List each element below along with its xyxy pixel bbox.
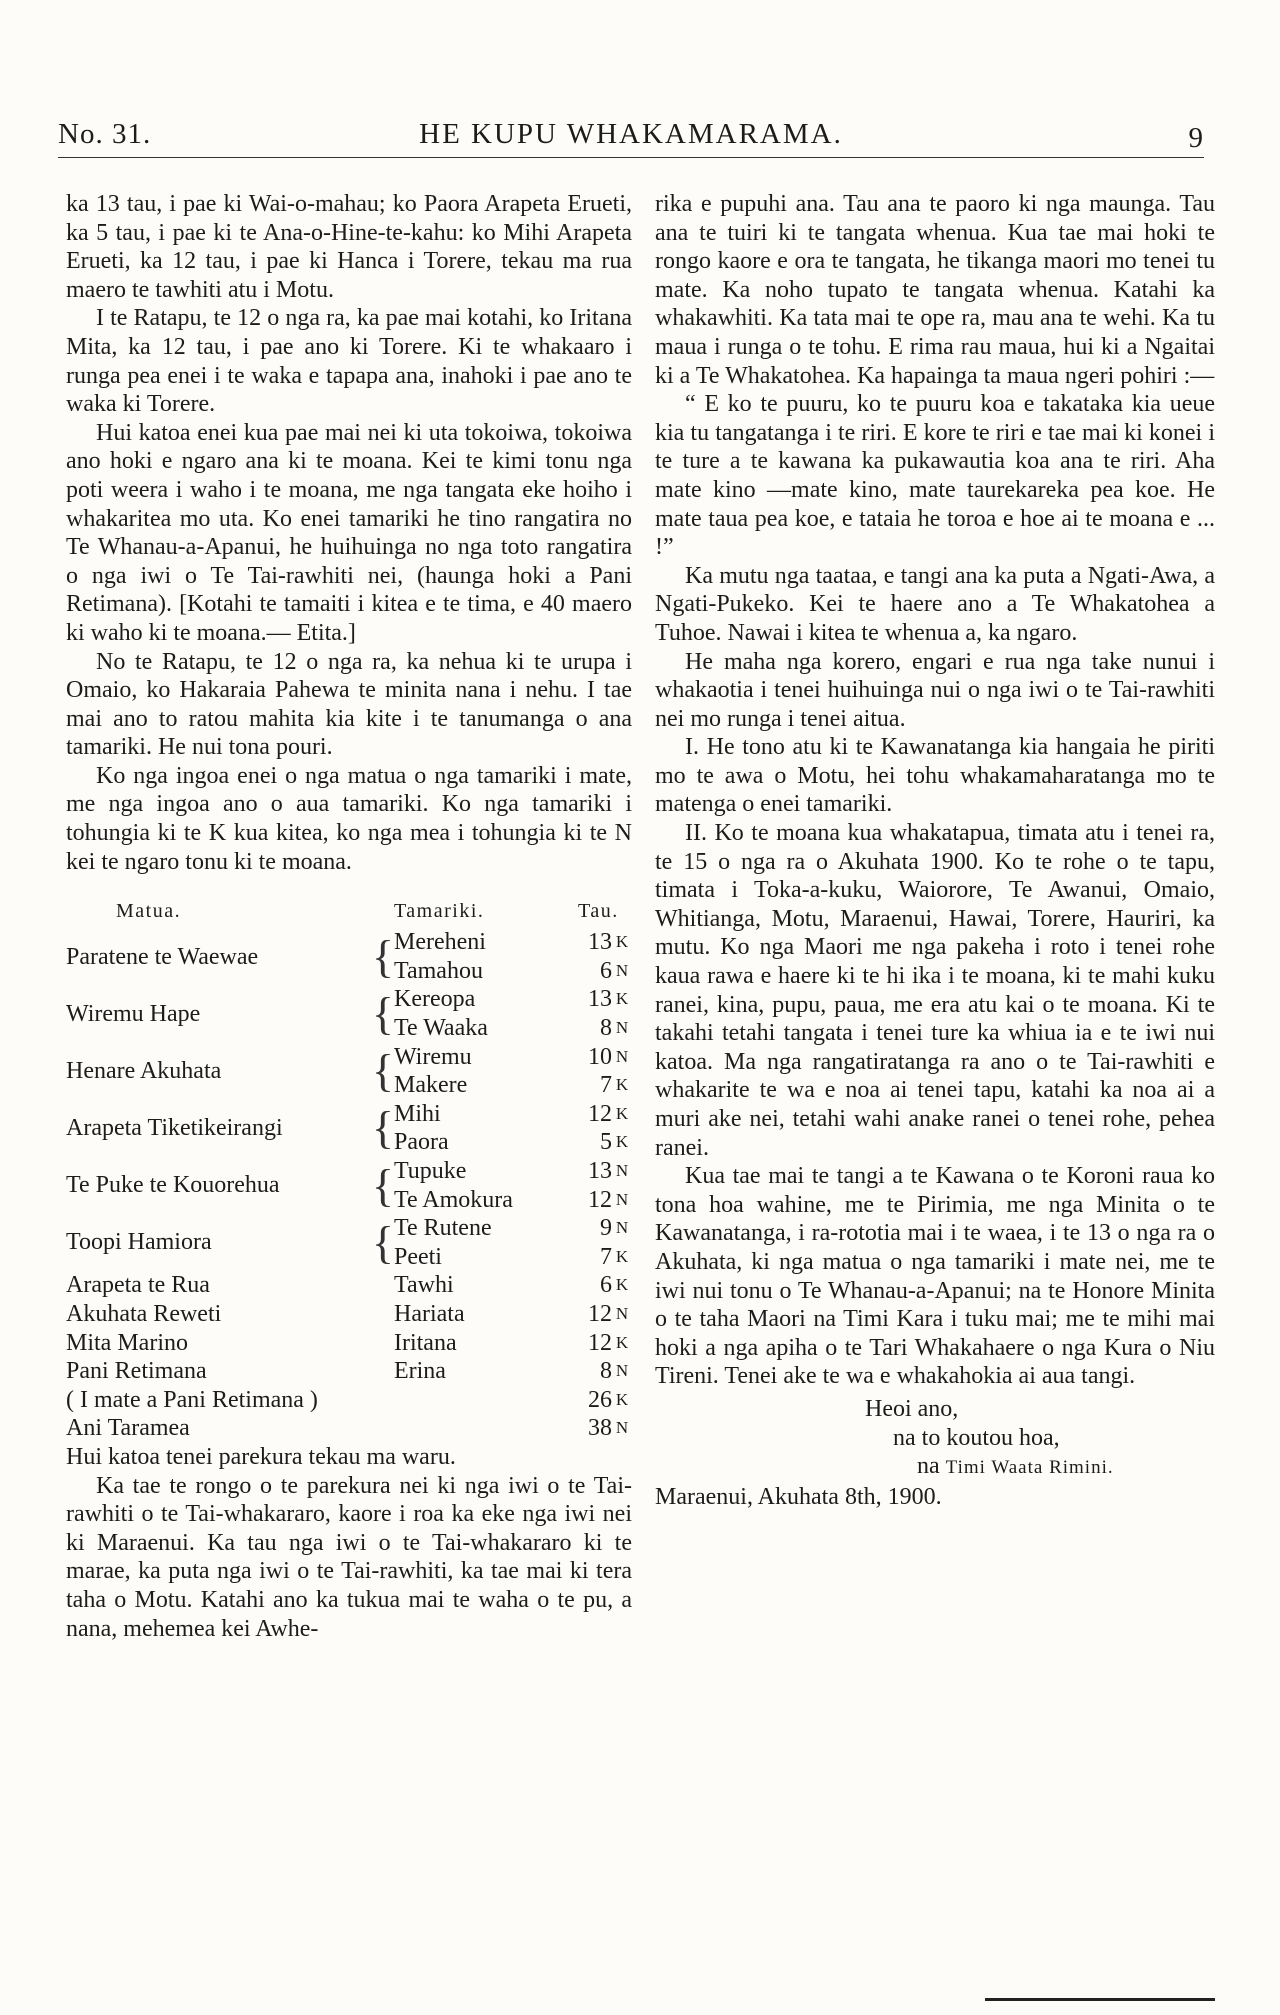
signature-prefix: na [917, 1453, 946, 1480]
status-flag: N [615, 1189, 629, 1209]
child-name: Tawhi [393, 1272, 454, 1299]
parent-name: Arapeta te Rua [66, 1272, 210, 1299]
paragraph: I. He tono atu ki te Kawanatanga kia hangaia he piriti mo te awa o Motu, hei tohu whakamaharatanga mo te matenga o enei tamariki. [655, 734, 1215, 818]
table-row [66, 1214, 632, 1243]
parent-name: Pani Retimana [66, 1358, 207, 1385]
child-age: 7 [600, 1072, 612, 1099]
brace: { [371, 1216, 394, 1268]
child-name: Te Waaka [393, 1015, 488, 1042]
header-matua: Matua. [116, 899, 182, 922]
child-name: Paora [393, 1129, 449, 1156]
place-date: Maraenui, Akuhata 8th, 1900. [655, 1483, 942, 1510]
table-row [66, 928, 632, 957]
child-age: 12 [588, 1100, 612, 1127]
status-flag: N [615, 1046, 629, 1066]
table-row [66, 1386, 632, 1415]
brace: { [371, 1102, 394, 1154]
child-name: Te Rutene [393, 1215, 492, 1242]
status-flag: K [615, 1389, 629, 1409]
paragraph: No te Ratapu, te 12 o nga ra, ka nehua ki te urupa i Omaio, ko Hakaraia Pahewa te minita nana i nehu. I tae mai ano to ratou mahita kia kite i te tanumanga o ana tamariki. He nui tona pouri. [66, 648, 632, 761]
issue-number: No. 31. [58, 118, 152, 150]
paragraph: Ka tae te rongo o te parekura nei ki nga iwi o te Tai-rawhiti o te Tai-whakararo, kaore i roa ka eke nga iwi nei ki Maraenui. Ka tau nga iwi o te Tai-whakararo ki te marae, ka puta nga iwi o te Tai-rawhiti, ka tae mai ki tera taha o Motu. Katahi ano ka tukua mai te waha o te pu, a nana, mehemea kei Awhe- [66, 1472, 632, 1642]
status-flag: N [615, 1303, 629, 1323]
child-name: Wiremu [393, 1043, 472, 1070]
brace-spacer [372, 1357, 394, 1386]
child-name: Iritana [393, 1329, 457, 1356]
child-age: 12 [588, 1300, 612, 1327]
page-header [58, 118, 1204, 154]
child-age: 8 [600, 1015, 612, 1042]
child-age: 8 [600, 1358, 612, 1385]
table-row [66, 985, 632, 1014]
brace: { [371, 930, 394, 982]
paragraph: II. Ko te moana kua whakatapua, timata atu i tenei ra, te 15 o nga ra o Akuhata 1900. Ko te rohe o te tapu, timata i Toka-a-kuku, Waiorore, Te Awanui, Omaio, Whitianga, Motu, Maraenui, Hawai, Torere, Hauriri, ka mutu. Ko nga Maori me nga pakeha i roto i tenei rohe kaua rawa e haere ki te hi ika i te moana, ki te mahi kuku ranei, kina, pupu, paua, me era atu kai o te moana. Ki te takahi tetahi tangata i tenei ture ka whiua ia e te iwi nui katoa. Ma nga rangatiratanga ra ano o te Tai-rawhiti e whakarite te wa e noa ai tenei tapu, katahi ka noa ai a muri ake nei, tetahi wahi anake ranei o tenei rohe, pehea ranei. [655, 820, 1215, 1161]
table-row [66, 1157, 632, 1186]
header-rule [58, 157, 1204, 158]
brace-spacer [372, 1300, 394, 1329]
child-name: Peeti [393, 1243, 442, 1270]
child-age: 10 [588, 1043, 612, 1070]
child-age: 13 [588, 1158, 612, 1184]
status-flag: N [615, 1161, 629, 1180]
status-flag: K [615, 1246, 629, 1266]
parent-name: Arapeta Tiketikeirangi [66, 1115, 283, 1142]
child-name: Te Amokura [393, 1186, 513, 1213]
child-age: 12 [588, 1329, 612, 1356]
brace-spacer [372, 1271, 394, 1300]
status-flag: K [615, 1075, 629, 1095]
paragraph: I te Ratapu, te 12 o nga ra, ka pae mai kotahi, ko Iritana Mita, ka 12 tau, i pae ano ki Torere. Ki te whakaaro i runga pea enei i te waka e tapapa ana, inahoki i pae ano te waka ki Torere. [66, 305, 632, 418]
child-name: Tupuke [393, 1158, 467, 1184]
parent-name: Wiremu Hape [66, 1000, 201, 1027]
child-name: Erina [393, 1358, 446, 1385]
status-flag: K [615, 1275, 629, 1295]
table-row [66, 1100, 632, 1129]
parent-name: Paratene te Waewae [66, 943, 259, 970]
table-header-row [66, 894, 632, 928]
running-title: HE KUPU WHAKAMARAMA. [419, 118, 843, 150]
paragraph: He maha nga korero, engari e rua nga take nunui i whakaotia i tenei huihuinga nui o nga iwi o te Tai-rawhiti nei mo runga i tenei aitua. [655, 648, 1215, 732]
parents-children-table [66, 894, 632, 1443]
child-name: Makere [393, 1072, 468, 1099]
child-age: 9 [600, 1215, 612, 1242]
signature-name: Timi Waata Rimini. [945, 1457, 1114, 1479]
child-age: 5 [600, 1129, 612, 1156]
parent-name: Ani Taramea [66, 1415, 190, 1442]
status-flag: K [615, 1132, 629, 1152]
page-number: 9 [1188, 122, 1204, 154]
status-flag: N [615, 1218, 629, 1238]
child-age: 13 [588, 929, 612, 956]
status-flag: K [615, 1103, 629, 1123]
brace: { [371, 988, 394, 1040]
parent-name: Akuhata Reweti [66, 1300, 222, 1327]
child-age: 6 [600, 1272, 612, 1299]
child-age: 38 [588, 1415, 612, 1442]
table-row [66, 1271, 632, 1300]
quotation: “ E ko te puuru, ko te puuru koa e takataka kia ueue kia tu tangatanga i te riri. E kore te riri e tae mai ki konei i te ture a te kawana ka pukawautia koa ana te riri. Aha mate kino —mate kino, mate taurekareka pea koe. He mate taua pea koe, e tataia he toroa e hoe ai te moana e ... !” [655, 391, 1215, 561]
table-row [66, 1357, 632, 1386]
paragraph: Hui katoa tenei parekura tekau ma waru. [66, 1443, 456, 1470]
child-name: Tamahou [393, 957, 483, 984]
parent-name: ( I mate a Pani Retimana ) [66, 1386, 318, 1413]
header-tau: Tau. [578, 899, 619, 922]
child-age: 6 [600, 957, 612, 984]
status-flag: N [615, 1361, 629, 1381]
parent-name: Te Puke te Kouorehua [66, 1172, 280, 1199]
closing: Heoi ano, [865, 1395, 959, 1422]
paragraph: Ka mutu nga taataa, e tangi ana ka puta a Ngati-Awa, a Ngati-Pukeko. Kei te haere ano a Te Whakatohea a Tuhoe. Nawai i kitea te whenua a, ka ngaro. [655, 562, 1215, 646]
brace-spacer [372, 1329, 394, 1358]
status-flag: K [615, 932, 629, 952]
signature [655, 1452, 1215, 1483]
child-name: Mihi [393, 1100, 441, 1127]
paragraph: rika e pupuhi ana. Tau ana te paoro ki nga maunga. Tau ana te tuiri ki te tangata whenua. Kua tae mai hoki te rongo kaore e ora te tangata, he tikanga maori mo tenei tu mate. Ka noho tupato te tangata whenua. Katahi ka whakawhiti. Ka tata mai te ope ra, mau ana te wehi. Ka tu maua i runga o te tohu. E rima rau maua, hui ki a Ngaitai ki a Te Whakatohea. Ka hapainga ta maua ngeri pohiri :— [655, 191, 1215, 389]
status-flag: N [615, 960, 629, 980]
child-age: 26 [588, 1386, 612, 1413]
paragraph: Kua tae mai te tangi a te Kawana o te Koroni raua ko tona hoa wahine, me te Pirimia, me nga Minita o te Kawanatanga, i ra-rototia mai i te waea, i te 13 o nga ra o Akuhata, ki nga matua o nga tamariki i mate nei, me te iwi nui tonu o Te Whanau-a-Apanui; na te Honore Minita o te taha Maori na Timi Kara i tuku mai; me te mihi mai hoki a nga apiha o te Tari Whakahaere o nga Kura o Niu Tireni. Tenei ake te wa e whakahokia ai aua tangi. [655, 1163, 1215, 1390]
parent-name: Toopi Hamiora [66, 1229, 212, 1256]
bottom-rule [985, 1998, 1215, 2001]
table-row [66, 1414, 632, 1443]
table-row [66, 1043, 632, 1072]
status-flag: N [615, 1018, 629, 1038]
child-age: 12 [588, 1186, 612, 1213]
paragraph: ka 13 tau, i pae ki Wai-o-mahau; ko Paora Arapeta Erueti, ka 5 tau, i pae ki te Ana-o-Hine-te-kahu: ko Mihi Arapeta Erueti, ka 12 tau, i pae ki Hanca i Torere, tekau ma rua maero te tawhiti atu i Motu. [66, 191, 632, 303]
right-column [655, 190, 1215, 1511]
closing: na to koutou hoa, [893, 1424, 1060, 1451]
table-row [66, 1329, 632, 1358]
status-flag: K [615, 1332, 629, 1352]
status-flag: N [615, 1418, 629, 1438]
child-name: Mereheni [393, 929, 486, 956]
parent-name: Mita Marino [66, 1329, 188, 1356]
paragraph: Ko nga ingoa enei o nga matua o nga tamariki i mate, me nga ingoa ano o aua tamariki. Ko nga tamariki i tohungia ki te K kua kitea, ko nga mea i tohungia ki te N kei te ngaro tonu ki te moana. [66, 762, 632, 875]
parent-name: Henare Akuhata [66, 1057, 222, 1084]
left-column [66, 190, 632, 1643]
brace: { [371, 1159, 394, 1211]
child-name: Kereopa [393, 986, 476, 1013]
status-flag: K [615, 989, 629, 1009]
child-age: 13 [588, 986, 612, 1013]
header-tamariki: Tamariki. [393, 899, 485, 922]
child-name: Hariata [393, 1300, 465, 1327]
table-row [66, 1300, 632, 1329]
brace: { [371, 1045, 394, 1097]
paragraph: Hui katoa enei kua pae mai nei ki uta tokoiwa, tokoiwa ano hoki e ngaro ana ki te moana. Kei te kimi tonu nga poti weera i waho i te moana, me nga tangata eke hoiho i whakaritea mo uta. Ko enei tamariki he tino rangatira no Te Whanau-a-Apanui, he huihuinga no nga toto rangatira o nga iwi o Te Tai-rawhiti nei, (haunga hoki a Pani Retimana). [Kotahi te tamaiti i kitea e te tima, e 40 maero ki waho ki te moana.— Etita.] [66, 419, 632, 646]
child-age: 7 [600, 1243, 612, 1270]
